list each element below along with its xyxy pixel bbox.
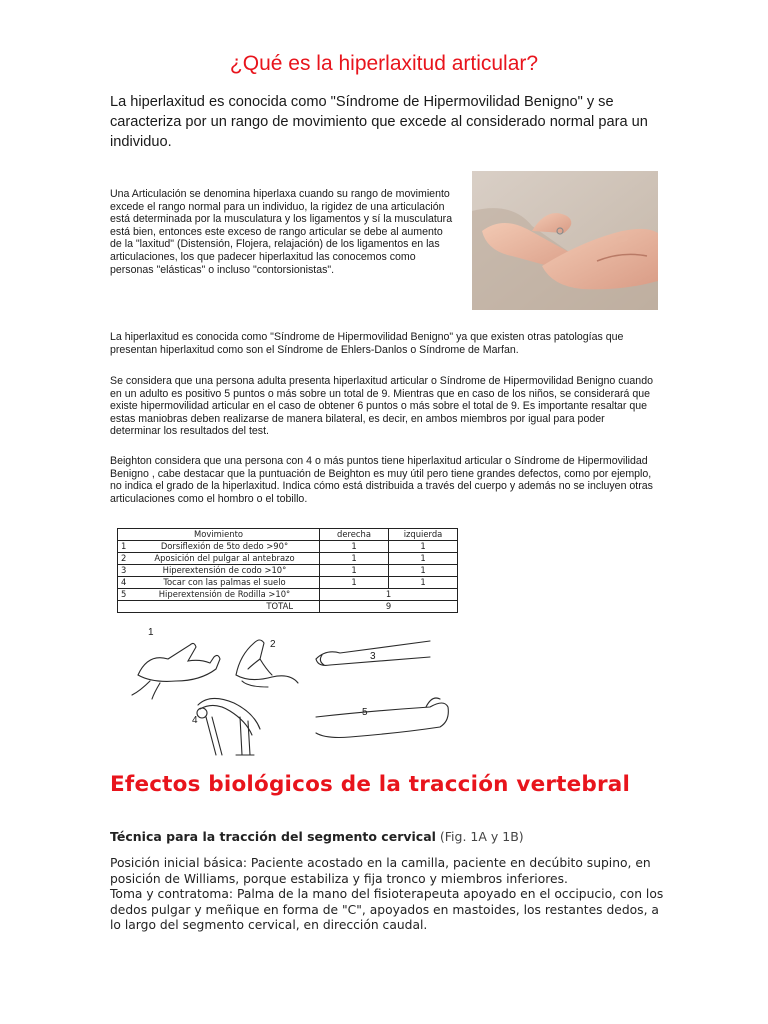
row-movement: Hiperextensión de codo >10°	[130, 565, 320, 577]
figure-label-2: 2	[270, 639, 276, 650]
syndrome-paragraph: La hiperlaxitud es conocida como "Síndrome de Hipermovilidad Benigno" ya que existen otras patologías que presentan hiperlaxitud como son el Síndrome de Ehlers-Danlos o Síndrome de Marfan.	[110, 331, 624, 356]
figure-label-4: 4	[192, 715, 198, 726]
table-header-row	[118, 529, 458, 541]
row-left: 1	[389, 577, 458, 589]
technique-heading	[110, 829, 524, 844]
row-right: 1	[320, 577, 389, 589]
row-movement: Hiperextensión de Rodilla >10°	[130, 589, 320, 601]
table-row	[118, 577, 458, 589]
definition-paragraph: Una Articulación se denomina hiperlaxa cuando su rango de movimiento excede el rango normal para un individuo, la rigidez de una articulación está determinada por la musculatura y los ligamentos y sí la musculatura está bien, entonces este exceso de rango articular se debe al aumento de la "laxitud" (Distensión, Flojera, relajación) de los ligamentos en las articulaciones, los que padecer hiperlaxitud las conocemos como personas "elásticas" o incluso "contorsionistas".	[110, 188, 453, 276]
row-both: 1	[320, 589, 458, 601]
figure-reference: (Fig. 1A y 1B)	[435, 829, 524, 844]
initial-position-paragraph: Posición inicial básica: Paciente acostado en la camilla, paciente en decúbito supino, en posición de Williams, porque estabiliza y fija tronco y miembros inferiores.	[110, 856, 651, 886]
row-right: 1	[320, 541, 389, 553]
grip-paragraph: Toma y contratoma: Palma de la mano del fisioterapeuta apoyado en el occipucio, con los dedos pulgar y meñique en forma de "C", apoyados en mastoides, los restantes dedos, a lo largo del segmento cervical, en dirección caudal.	[110, 887, 664, 932]
row-number: 3	[118, 565, 131, 577]
technique-body	[110, 856, 670, 934]
total-label: TOTAL	[118, 601, 320, 613]
header-right: derecha	[320, 529, 389, 541]
row-right: 1	[320, 553, 389, 565]
table-total-row	[118, 601, 458, 613]
hand-hyperlaxity-photo	[472, 171, 658, 310]
figure-label-1: 1	[148, 627, 154, 638]
beighton-score-table	[117, 528, 458, 613]
table-row	[118, 565, 458, 577]
row-movement: Dorsiflexión de 5to dedo >90°	[130, 541, 320, 553]
figure-label-3: 3	[370, 651, 376, 662]
hand-photo-illustration	[472, 171, 658, 310]
header-movement: Movimiento	[118, 529, 320, 541]
row-right: 1	[320, 565, 389, 577]
row-left: 1	[389, 565, 458, 577]
intro-paragraph: La hiperlaxitud es conocida como "Síndrome de Hipermovilidad Benigno" y se caracteriza por un rango de movimiento que excede al considerado normal para un individuo.	[110, 94, 648, 150]
diagnosis-paragraph: Se considera que una persona adulta presenta hiperlaxitud articular o Síndrome de Hipermovilidad Benigno cuando en un adulto es positivo 5 puntos o más sobre un total de 9. Mientras que en caso de los niños, se considerará que existe hipermovilidad articular en el caso de obtener 6 puntos o más sobre el total de 9. Es importante resaltar que estas maniobras deben realizarse de manera bilateral, es decir, en ambos miembros por igual para poder determinar los resultados del test.	[110, 375, 653, 438]
beighton-maneuvers-figure	[130, 625, 460, 765]
row-number: 1	[118, 541, 131, 553]
row-number: 4	[118, 577, 131, 589]
total-value: 9	[320, 601, 458, 613]
row-movement: Tocar con las palmas el suelo	[130, 577, 320, 589]
section-title-traction: Efectos biológicos de la tracción vertebral	[110, 772, 631, 797]
technique-title: Técnica para la tracción del segmento cervical	[110, 829, 436, 844]
row-number: 2	[118, 553, 131, 565]
table-row	[118, 589, 458, 601]
row-movement: Aposición del pulgar al antebrazo	[130, 553, 320, 565]
page-title: ¿Qué es la hiperlaxitud articular?	[229, 52, 539, 75]
row-number: 5	[118, 589, 131, 601]
row-left: 1	[389, 553, 458, 565]
table-row	[118, 541, 458, 553]
beighton-paragraph: Beighton considera que una persona con 4 o más puntos tiene hiperlaxitud articular o Síndrome de Hipermovilidad Benigno , cabe destacar que la puntuación de Beighton es muy útil pero tiene grandes defectos, como por ejemplo, no indica el grado de la hiperlaxitud. Indica cómo está distribuida a través del cuerpo y además no se incluyen otras articulaciones como el hombro o el tobillo.	[110, 455, 653, 505]
row-left: 1	[389, 541, 458, 553]
table-row	[118, 553, 458, 565]
header-left: izquierda	[389, 529, 458, 541]
figure-label-5: 5	[362, 707, 368, 718]
maneuvers-illustration	[130, 625, 460, 765]
